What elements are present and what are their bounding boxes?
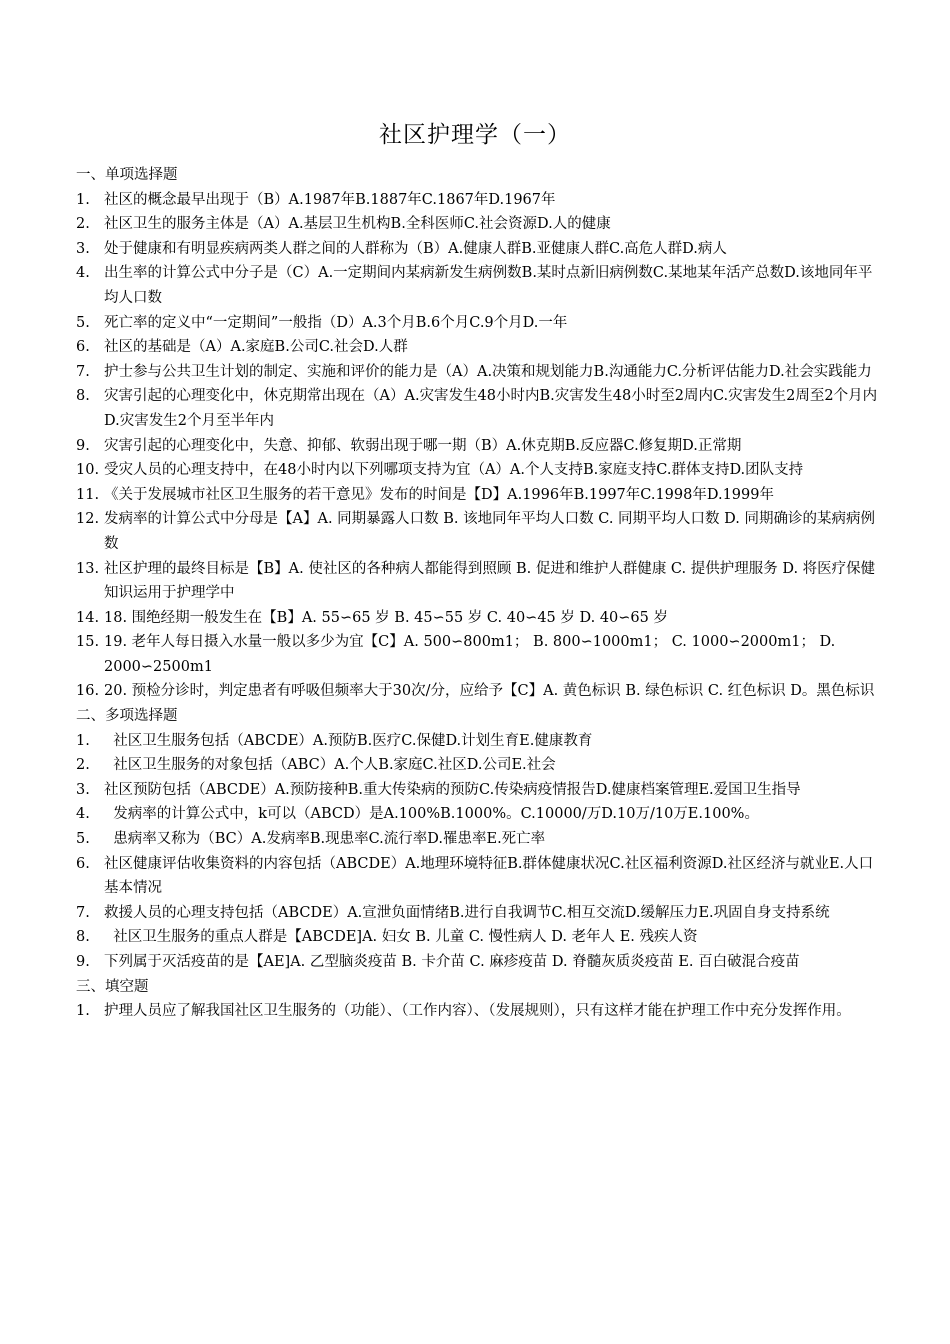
question-item — [76, 999, 881, 1024]
question-number: 3. — [76, 240, 90, 257]
question-item — [76, 557, 881, 606]
question-text: 护士参与公共卫生计划的制定、实施和评价的能力是（A）A.决策和规划能力B.沟通能力C.分析评估能力D.社会实践能力 — [104, 363, 872, 380]
question-text: 下列属于灭活疫苗的是【AE]A. 乙型脑炎疫苗 B. 卡介苗 C. 麻疹疫苗 D. 脊髓灰质炎疫苗 E. 百白破混合疫苗 — [104, 954, 800, 970]
question-number: 2. — [76, 757, 90, 774]
question-number: 9. — [76, 954, 90, 970]
question-number: 12. — [76, 511, 100, 528]
question-text: 发病率的计算公式中，k可以（ABCD）是A.100%B.1000%。C.10000/万D.10万/10万E.100%。 — [104, 806, 759, 823]
document-body — [76, 163, 881, 1024]
question-item — [76, 360, 881, 385]
question-number: 11. — [76, 486, 100, 503]
question-text: 社区卫生服务包括（ABCDE）A.预防B.医疗C.保健D.计划生育E.健康教育 — [104, 732, 593, 749]
question-item — [76, 901, 881, 926]
question-text: 社区卫生服务的重点人群是【ABCDE]A. 妇女 B. 儿童 C. 慢性病人 D. 老年人 E. 残疾人资 — [104, 929, 698, 946]
question-item — [76, 802, 881, 827]
question-item — [76, 458, 881, 483]
question-text: 20. 预检分诊时，判定患者有呼吸但频率大于30次/分，应给予【C】A. 黄色标识 B. 绿色标识 C. 红色标识 D。黑色标识 — [104, 683, 875, 700]
question-text: 出生率的计算公式中分子是（C）A.一定期间内某病新发生病例数B.某时点新旧病例数C.某地某年活产总数D.该地同年平均人口数 — [104, 265, 873, 306]
question-number: 1. — [76, 732, 90, 749]
question-item — [76, 852, 881, 901]
question-number: 14. — [76, 609, 100, 626]
question-item — [76, 237, 881, 262]
page-title: 社区护理学（一） — [379, 122, 571, 148]
question-text: 社区健康评估收集资料的内容包括（ABCDE）A.地理环境特征B.群体健康状况C.社区福利资源D.社区经济与就业E.人口基本情况 — [104, 855, 874, 897]
question-number: 16. — [76, 683, 100, 700]
question-number: 15. — [76, 634, 100, 651]
question-item — [76, 384, 881, 433]
question-text: 灾害引起的心理变化中，失意、抑郁、软弱出现于哪一期（B）A.休克期B.反应器C.修复期D.正常期 — [104, 437, 742, 454]
question-item — [76, 753, 881, 778]
question-text: 社区的基础是（A）A.家庭B.公司C.社会D.人群 — [104, 339, 408, 356]
question-text: 社区卫生的服务主体是（A）A.基层卫生机构B.全科医师C.社会资源D.人的健康 — [104, 216, 611, 233]
question-number: 1. — [76, 1003, 90, 1020]
question-item — [76, 212, 881, 237]
question-text: 救援人员的心理支持包括（ABCDE）A.宣泄负面情绪B.进行自我调节C.相互交流D.缓解压力E.巩固自身支持系统 — [104, 904, 830, 921]
question-item — [76, 311, 881, 336]
question-number: 8. — [76, 388, 90, 405]
question-number: 6. — [76, 339, 90, 356]
question-text: 《关于发展城市社区卫生服务的若干意见》发布的时间是【D】A.1996年B.1997年C.1998年D.1999年 — [104, 486, 774, 503]
question-number: 4. — [76, 806, 90, 823]
question-number: 9. — [76, 437, 90, 454]
question-text: 社区护理的最终目标是【B】A. 使社区的各种病人都能得到照顾 B. 促进和维护人群健康 C. 提供护理服务 D. 将医疗保健知识运用于护理学中 — [104, 560, 876, 602]
question-text: 死亡率的定义中“一定期间”一般指（D）A.3个月B.6个月C.9个月D.一年 — [104, 314, 568, 331]
question-item — [76, 483, 881, 508]
question-number: 2. — [76, 216, 90, 233]
question-item — [76, 507, 881, 556]
section-heading: 一、单项选择题 — [76, 167, 178, 183]
question-item — [76, 261, 881, 310]
question-number: 6. — [76, 855, 90, 872]
question-item — [76, 188, 881, 213]
question-text: 患病率又称为（BC）A.发病率B.现患率C.流行率D.罹患率E.死亡率 — [104, 831, 546, 848]
question-number: 7. — [76, 904, 90, 921]
question-text: 18. 围绝经期一般发生在【B】A. 55∽65 岁 B. 45∽55 岁 C. 40∽45 岁 D. 40∽65 岁 — [104, 609, 668, 626]
question-item — [76, 778, 881, 803]
question-list — [76, 999, 881, 1024]
question-text: 社区卫生服务的对象包括（ABC）A.个人B.家庭C.社区D.公司E.社会 — [104, 757, 556, 774]
question-item — [76, 950, 881, 975]
question-number: 13. — [76, 560, 100, 577]
question-number: 1. — [76, 191, 90, 208]
question-number: 3. — [76, 781, 90, 798]
question-list — [76, 188, 881, 704]
question-text: 灾害引起的心理变化中，休克期常出现在（A）A.灾害发生48小时内B.灾害发生48小时至2周内C.灾害发生2周至2个月内D.灾害发生2个月至半年内 — [104, 388, 878, 429]
question-number: 8. — [76, 929, 90, 946]
question-item — [76, 335, 881, 360]
section-heading: 二、多项选择题 — [76, 708, 178, 725]
section-heading: 三、填空题 — [76, 978, 149, 995]
question-number: 4. — [76, 265, 90, 282]
question-item — [76, 630, 881, 679]
question-text: 社区预防包括（ABCDE）A.预防接种B.重大传染病的预防C.传染病疫情报告D.健康档案管理E.爱国卫生指导 — [104, 781, 801, 798]
question-item — [76, 434, 881, 459]
question-number: 7. — [76, 363, 90, 380]
question-number: 10. — [76, 462, 100, 479]
question-text: 发病率的计算公式中分母是【A】A. 同期暴露人口数 B. 该地同年平均人口数 C. 同期平均人口数 D. 同期确诊的某病病例数 — [104, 511, 875, 552]
question-list — [76, 729, 881, 975]
question-item — [76, 729, 881, 754]
question-text: 护理人员应了解我国社区卫生服务的（功能）、（工作内容）、（发展规则），只有这样才能在护理工作中充分发挥作用。 — [104, 1003, 851, 1020]
question-item — [76, 925, 881, 950]
question-number: 5. — [76, 831, 90, 848]
question-text: 处于健康和有明显疾病两类人群之间的人群称为（B）A.健康人群B.亚健康人群C.高危人群D.病人 — [104, 240, 727, 257]
question-text: 受灾人员的心理支持中，在48小时内以下列哪项支持为宜（A）A.个人支持B.家庭支持C.群体支持D.团队支持 — [104, 462, 804, 479]
question-number: 5. — [76, 314, 90, 331]
question-text: 社区的概念最早出现于（B）A.1987年B.1887年C.1867年D.1967年 — [104, 191, 556, 208]
question-text: 19. 老年人每日摄入水量一般以多少为宜【C】A. 500∽800m1； B. 800∽1000m1； C. 1000∽2000m1； D. 2000∽2500m1 — [104, 634, 840, 675]
question-item — [76, 679, 881, 704]
question-item — [76, 827, 881, 852]
question-item — [76, 606, 881, 631]
